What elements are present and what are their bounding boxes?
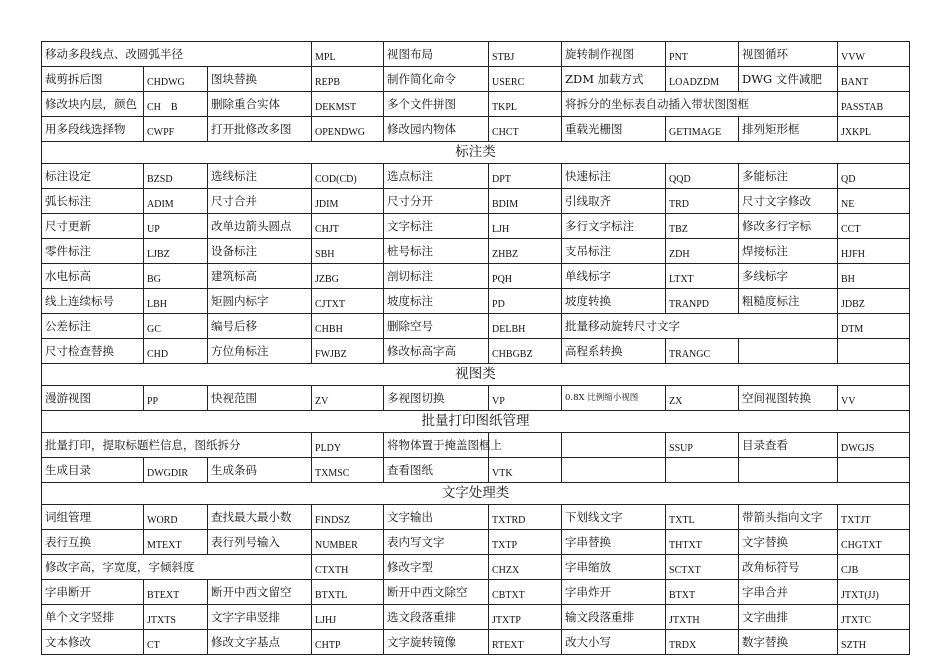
function-name-cell: 0.8X 比例缩小视图 (562, 386, 666, 411)
function-name-cell: 打开批修改多图 (208, 117, 312, 142)
function-name-cell: 目录查看 (739, 433, 838, 458)
command-code-cell: JXKPL (838, 117, 910, 142)
function-name-cell: 排列矩形框 (739, 117, 838, 142)
command-code-cell: LBH (144, 289, 208, 314)
table-row (42, 189, 910, 214)
function-name-cell: 修改多行字标 (739, 214, 838, 239)
function-name-cell: 下划线文字 (562, 505, 666, 530)
function-name-cell: 坡度标注 (384, 289, 489, 314)
function-name-cell: 坡度转换 (562, 289, 666, 314)
function-name-cell: 支吊标注 (562, 239, 666, 264)
command-code-cell: VP (489, 386, 562, 411)
function-name-cell: 移动多段线点、改圆弧半径 (42, 42, 312, 67)
section-title: 批量打印图纸管理 (42, 411, 910, 433)
function-name-cell: 字串炸开 (562, 580, 666, 605)
function-name-cell: 设备标注 (208, 239, 312, 264)
table-row (42, 239, 910, 264)
function-name-cell: 零件标注 (42, 239, 144, 264)
function-name-cell: 图块替换 (208, 67, 312, 92)
command-code-cell: CCT (838, 214, 910, 239)
function-name-cell: 批量打印，提取标题栏信息，图纸拆分 (42, 433, 312, 458)
command-code-cell: LTXT (666, 264, 739, 289)
table-row (42, 92, 910, 117)
function-name-cell: 删除重合实体 (208, 92, 312, 117)
section-header-row (42, 364, 910, 386)
command-code-cell: WORD (144, 505, 208, 530)
section-header-row (42, 142, 910, 164)
function-name-cell: 删除空号 (384, 314, 489, 339)
command-code-cell: THTXT (666, 530, 739, 555)
command-code-cell: CJB (838, 555, 910, 580)
command-table (41, 41, 910, 655)
command-code-cell: ADIM (144, 189, 208, 214)
command-code-cell: NUMBER (312, 530, 384, 555)
command-code-cell: JDIM (312, 189, 384, 214)
command-code-cell: CHD (144, 339, 208, 364)
command-code-cell: PASSTAB (838, 92, 910, 117)
function-name-cell: 尺寸合并 (208, 189, 312, 214)
command-code-cell: BZSD (144, 164, 208, 189)
function-name-cell: 快视范围 (208, 386, 312, 411)
function-name-cell: 文本修改 (42, 630, 144, 655)
function-name-cell: 改单边箭头圆点 (208, 214, 312, 239)
function-name-cell: 改角标符号 (739, 555, 838, 580)
function-name-cell: 尺寸检查替换 (42, 339, 144, 364)
command-code-cell: DPT (489, 164, 562, 189)
function-name-cell: 制作简化命令 (384, 67, 489, 92)
function-name-cell: 输文段落重排 (562, 605, 666, 630)
command-code-cell: PP (144, 386, 208, 411)
function-name-cell: 表行列号输入 (208, 530, 312, 555)
function-name-cell: DWG 文件减肥 (739, 67, 838, 92)
table-row (42, 555, 910, 580)
command-code-cell: FINDSZ (312, 505, 384, 530)
command-code-cell: DTM (838, 314, 910, 339)
function-name-cell: 选点标注 (384, 164, 489, 189)
function-name-cell: 选文段落重排 (384, 605, 489, 630)
function-name-cell: 漫游视图 (42, 386, 144, 411)
command-code-cell: JTXTH (666, 605, 739, 630)
command-code-cell: LJBZ (144, 239, 208, 264)
function-name-cell: 尺寸分开 (384, 189, 489, 214)
command-code-cell: TRANPD (666, 289, 739, 314)
table-row (42, 42, 910, 67)
command-code-cell: MPL (312, 42, 384, 67)
function-name-cell: 矩圆内标字 (208, 289, 312, 314)
command-code-cell: OPENDWG (312, 117, 384, 142)
function-name-cell: 修改字型 (384, 555, 489, 580)
table-row (42, 386, 910, 411)
function-name-cell (562, 433, 666, 458)
function-name-cell: 视图布局 (384, 42, 489, 67)
function-name-cell: 裁剪拆后图 (42, 67, 144, 92)
command-code-cell: TRD (666, 189, 739, 214)
table-row (42, 117, 910, 142)
function-name-cell: 断开中西文除空 (384, 580, 489, 605)
function-name-cell: 单个文字竖排 (42, 605, 144, 630)
command-code-cell: CHCT (489, 117, 562, 142)
function-name-cell: 线上连续标号 (42, 289, 144, 314)
function-name-cell: 修改文字基点 (208, 630, 312, 655)
command-code-cell: TXMSC (312, 458, 384, 483)
command-code-cell: CHZX (489, 555, 562, 580)
function-name-cell (739, 458, 838, 483)
command-code-cell: CTXTH (312, 555, 384, 580)
command-code-cell: CWPF (144, 117, 208, 142)
function-name-cell: 文字旋转镜像 (384, 630, 489, 655)
command-code-cell: JTXTS (144, 605, 208, 630)
command-code-cell: DELBH (489, 314, 562, 339)
function-name-cell: 多行文字标注 (562, 214, 666, 239)
function-name-cell: 文字字串竖排 (208, 605, 312, 630)
function-name-cell: 断开中西文留空 (208, 580, 312, 605)
command-code-cell: ZDH (666, 239, 739, 264)
function-name-cell: 尺寸文字修改 (739, 189, 838, 214)
command-code-cell: TXTL (666, 505, 739, 530)
function-name-cell: 用多段线选择物 (42, 117, 144, 142)
function-name-cell: 查找最大最小数 (208, 505, 312, 530)
command-code-cell: PNT (666, 42, 739, 67)
function-name-cell: 查看图纸 (384, 458, 489, 483)
table-row (42, 505, 910, 530)
command-code-cell: BTEXT (144, 580, 208, 605)
command-code-cell: HJFH (838, 239, 910, 264)
table-row (42, 530, 910, 555)
command-code-cell: STBJ (489, 42, 562, 67)
command-code-cell: BANT (838, 67, 910, 92)
function-name-cell: 将物体置于掩盖图框上 (384, 433, 489, 458)
function-name-cell: 生成目录 (42, 458, 144, 483)
function-name-cell: 多个文件拼图 (384, 92, 489, 117)
function-name-cell: 文字输出 (384, 505, 489, 530)
function-name-cell: 字串断开 (42, 580, 144, 605)
command-code-cell: BG (144, 264, 208, 289)
command-code-cell: CHJT (312, 214, 384, 239)
command-code-cell: TBZ (666, 214, 739, 239)
function-name-cell: 文字标注 (384, 214, 489, 239)
command-code-cell: JZBG (312, 264, 384, 289)
function-name-cell: 公差标注 (42, 314, 144, 339)
command-code-cell: ZV (312, 386, 384, 411)
command-code-cell: PLDY (312, 433, 384, 458)
command-code-cell (666, 458, 739, 483)
table-row (42, 289, 910, 314)
command-code-cell: SBH (312, 239, 384, 264)
function-name-cell: 焊接标注 (739, 239, 838, 264)
function-name-cell: 文字曲排 (739, 605, 838, 630)
table-row (42, 458, 910, 483)
function-name-cell: 方位角标注 (208, 339, 312, 364)
command-code-cell: TKPL (489, 92, 562, 117)
command-code-cell: ZX (666, 386, 739, 411)
function-name-cell: 将拆分的坐标表自动插入带状图图框 (562, 92, 838, 117)
command-code-cell: QD (838, 164, 910, 189)
command-code-cell: BTXT (666, 580, 739, 605)
function-name-cell: 高程系转换 (562, 339, 666, 364)
table-row (42, 214, 910, 239)
function-name-cell: 编号后移 (208, 314, 312, 339)
command-code-cell: SZTH (838, 630, 910, 655)
section-header-row (42, 483, 910, 505)
function-name-cell: 视图循环 (739, 42, 838, 67)
section-title: 文字处理类 (42, 483, 910, 505)
function-name-cell: 尺寸更新 (42, 214, 144, 239)
command-code-cell: CHBH (312, 314, 384, 339)
command-code-cell: CBTXT (489, 580, 562, 605)
command-code-cell: BTXTL (312, 580, 384, 605)
table-row (42, 164, 910, 189)
function-name-cell: 修改字高，字宽度，字倾斜度 (42, 555, 312, 580)
command-code-cell: PQH (489, 264, 562, 289)
command-code-cell: CHGTXT (838, 530, 910, 555)
function-name-cell: 标注设定 (42, 164, 144, 189)
command-code-cell: RTEXT (489, 630, 562, 655)
command-code-cell: BH (838, 264, 910, 289)
function-name-cell: 粗糙度标注 (739, 289, 838, 314)
command-code-cell: PD (489, 289, 562, 314)
function-name-cell (562, 458, 666, 483)
table-row (42, 264, 910, 289)
command-code-cell: TXTP (489, 530, 562, 555)
function-name-cell: 旋转制作视图 (562, 42, 666, 67)
function-name-cell: 表内写文字 (384, 530, 489, 555)
function-name-cell: 字串缩放 (562, 555, 666, 580)
table-row (42, 630, 910, 655)
command-code-cell: COD(CD) (312, 164, 384, 189)
command-code-cell (838, 339, 910, 364)
command-code-cell: NE (838, 189, 910, 214)
function-name-cell: 快速标注 (562, 164, 666, 189)
command-code-cell: GC (144, 314, 208, 339)
command-code-cell: TRANGC (666, 339, 739, 364)
command-code-cell: TXTRD (489, 505, 562, 530)
command-code-cell: LOADZDM (666, 67, 739, 92)
function-name-cell: 文字替换 (739, 530, 838, 555)
command-code-cell: GETIMAGE (666, 117, 739, 142)
function-name-cell: 弧长标注 (42, 189, 144, 214)
command-code-cell: LJH (489, 214, 562, 239)
command-code-cell: FWJBZ (312, 339, 384, 364)
table-row (42, 580, 910, 605)
function-name-cell: 重载光栅图 (562, 117, 666, 142)
table-row (42, 67, 910, 92)
command-code-cell: VVW (838, 42, 910, 67)
function-name-cell: 生成条码 (208, 458, 312, 483)
command-code-cell: SSUP (666, 433, 739, 458)
function-name-cell: ZDM 加载方式 (562, 67, 666, 92)
function-name-cell: 建筑标高 (208, 264, 312, 289)
command-code-cell: JDBZ (838, 289, 910, 314)
command-code-cell: JTXTP (489, 605, 562, 630)
command-code-cell: JTXT(JJ) (838, 580, 910, 605)
command-code-cell (838, 458, 910, 483)
command-code-cell: LJHJ (312, 605, 384, 630)
function-name-cell: 空间视图转换 (739, 386, 838, 411)
function-name-cell: 改大小写 (562, 630, 666, 655)
function-name-cell: 多视图切换 (384, 386, 489, 411)
section-title: 标注类 (42, 142, 910, 164)
function-name-cell: 修改标高字高 (384, 339, 489, 364)
function-name-cell: 字串合并 (739, 580, 838, 605)
command-code-cell: JTXTC (838, 605, 910, 630)
command-code-cell: REPB (312, 67, 384, 92)
command-code-cell: ZHBZ (489, 239, 562, 264)
function-name-cell: 桩号标注 (384, 239, 489, 264)
command-code-cell: CHBGBZ (489, 339, 562, 364)
table-row (42, 433, 910, 458)
function-name-cell: 选线标注 (208, 164, 312, 189)
function-name-cell: 修改块内层，颜色 (42, 92, 144, 117)
command-code-cell: CH B (144, 92, 208, 117)
function-name-cell: 修改园内物体 (384, 117, 489, 142)
command-code-cell: CJTXT (312, 289, 384, 314)
function-name-cell: 多能标注 (739, 164, 838, 189)
section-header-row (42, 411, 910, 433)
command-code-cell: DWGJS (838, 433, 910, 458)
command-code-cell: VTK (489, 458, 562, 483)
function-name-cell: 单线标字 (562, 264, 666, 289)
function-name-cell: 批量移动旋转尺寸文字 (562, 314, 838, 339)
function-name-cell: 带箭头指向文字 (739, 505, 838, 530)
function-name-cell: 引线取齐 (562, 189, 666, 214)
command-code-cell: DEKMST (312, 92, 384, 117)
command-code-cell: QQD (666, 164, 739, 189)
command-code-cell: UP (144, 214, 208, 239)
command-code-cell: TRDX (666, 630, 739, 655)
section-title: 视图类 (42, 364, 910, 386)
command-code-cell: BDIM (489, 189, 562, 214)
command-code-cell: CT (144, 630, 208, 655)
function-name-cell: 表行互换 (42, 530, 144, 555)
function-name-cell: 数字替换 (739, 630, 838, 655)
function-name-cell: 多线标字 (739, 264, 838, 289)
command-code-cell: TXTJT (838, 505, 910, 530)
table-row (42, 314, 910, 339)
function-name-cell: 字串替换 (562, 530, 666, 555)
function-name-cell: 词组管理 (42, 505, 144, 530)
command-code-cell: MTEXT (144, 530, 208, 555)
table-row (42, 339, 910, 364)
function-name-cell: 剖切标注 (384, 264, 489, 289)
command-code-cell: DWGDIR (144, 458, 208, 483)
command-code-cell: USERC (489, 67, 562, 92)
command-code-cell: CHDWG (144, 67, 208, 92)
table-row (42, 605, 910, 630)
function-name-cell: 水电标高 (42, 264, 144, 289)
command-code-cell: SCTXT (666, 555, 739, 580)
function-name-cell (739, 339, 838, 364)
command-code-cell: VV (838, 386, 910, 411)
command-code-cell: CHTP (312, 630, 384, 655)
